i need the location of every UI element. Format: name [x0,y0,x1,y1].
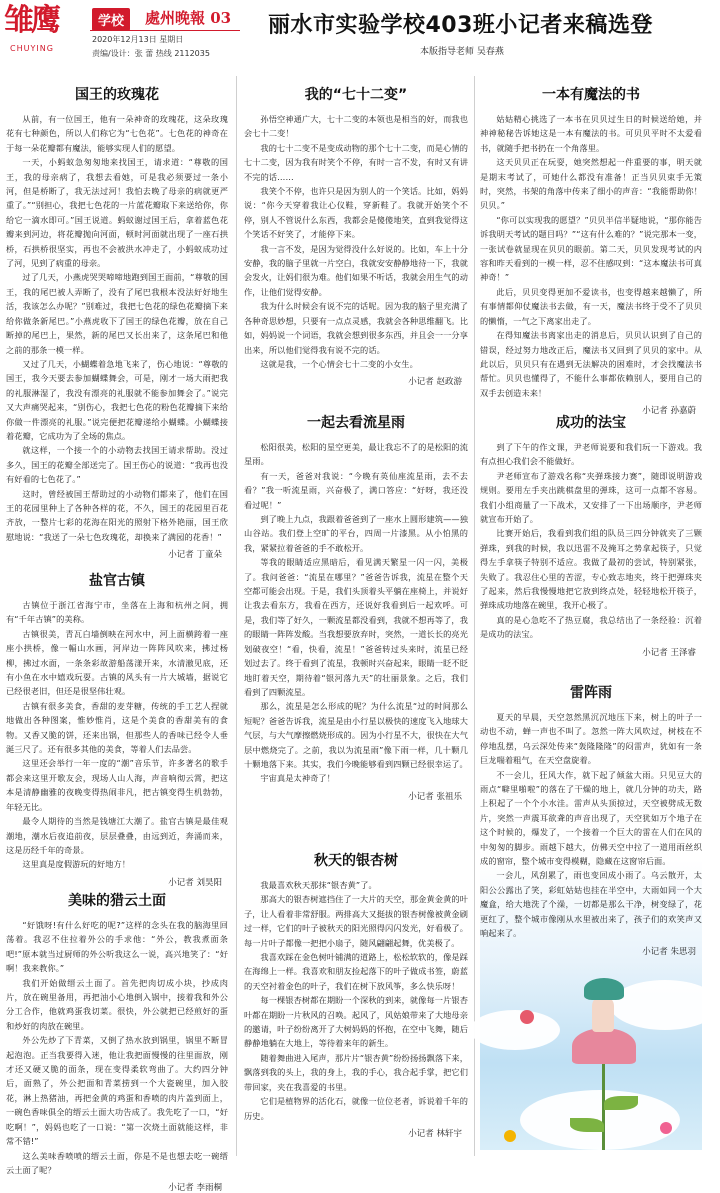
article-body [244,878,468,1123]
article [6,570,228,888]
article-paragraph: 到了下午的作文课，尹老师说要和我们玩一下游戏。我有点担心我们会不能做好。 [480,442,702,467]
article-paragraph: 孙悟空神通广大，七十二变的本领也是相当的好，而我也会七十二变！ [244,114,468,139]
balloon-icon [520,1010,534,1024]
advisor-credit: 本版指导老师 吴春燕 [420,47,504,57]
article-paragraph: 一会儿，风刮累了，雨也变回成小雨了。乌云散开，太阳公公露出了笑，彩虹姑姑也挂在半空中，大雨如同一个大魔盒，给大地洗了个澡，一切都是那么干净，树变绿了，花更红了，整个城市像刚从水里被出来了，孩子们的欢笑声又响起来了。 [480,870,702,939]
flower-icon [660,1122,672,1134]
article-paragraph: “你可以实现我的愿望？”贝贝半信半疑地说，“那你能告诉我明天考试的题目吗？”“这有什么难的？”说完那本一变，一张试卷就显现在贝贝的眼前。第二天，贝贝发现考试的内容和昨天看到的一模一样，忍不住感叹到：“这本魔法书可真神奇！” [480,214,702,283]
article-paragraph: 这么美味香喷喷的缙云土面，你是不是也想去吃一碗缙云土面了呢？ [6,1150,228,1175]
article-paragraph: 不一会儿，狂风大作，就下起了倾盆大雨。只见豆大的雨点“噼里啪啦”的落在了干燥的地上，就几分钟的功夫，路上积起了一个个小水洼。雷声从头顶掠过，天空被劈成无数片，突然一声震耳欲聋的声音出现了，天空犹如万个地子在这个时候的，爆发了，一个接着一个巨大的雷在人们在风的中匆匆的脚步。雨越下越大，仿佛天空中拉了一道用雨丝织成的窗帘，整个城市变得模糊，隐藏在这窗帘后面。 [480,769,702,867]
cloud-icon [470,1010,560,1050]
article-title: 雷阵雨 [570,685,612,701]
article [480,84,702,416]
article-title: 成功的法宝 [556,415,626,431]
article [480,412,702,658]
newspaper-logo [4,4,88,62]
article [244,84,468,387]
article-paragraph: 姑姑精心挑选了一本书在贝贝过生日的时候送给她，并神神秘秘告诉她这是一本有魔法的书。可贝贝平时不太爱看书，就随手把书扔在一个角落里。 [480,114,702,153]
article-author: 小记者 李雨桐 [168,1183,222,1193]
article-body [244,112,468,371]
leaf-icon [604,1096,638,1110]
article-paragraph: 我为什么时候会有说不完的话呢。因为我的脑子里充满了各种奇思妙想，只要有一点点灵感，我就会各种思维翻飞。比如，妈妈说一个词语，我就会想到很多东西，并且会一一分享出来，所以他们觉得我有说不完的话。 [244,301,468,355]
article-paragraph: 那高大的银杏树遮挡住了一大片的天空，那金黄金黄的叶子，让人看着非常舒服。两排高大又挺拔的银杏树像被黄金刷过一样，它们的叶子被秋天的阳光照得闪闪发光，好看极了。每一片叶子都像一把把小扇子，随风翩翩起舞，优美极了。 [244,894,468,948]
article-title: 一起去看流星雨 [307,415,405,431]
article-paragraph: 我喜欢踩在金色树叶铺满的道路上，松松软软的，像是踩在海绵上一样。我喜欢和朋友捡起落下的叶子做成书签，蔚蓝的天空衬着金色的叶子，我们在树下放风筝，多么快乐呀！ [244,952,468,991]
article-paragraph: 比赛开始后，我看到我们组的队员三四分钟就夹了三颗弹珠，到我的时候，我以迅雷不及掩耳之势拿起筷子，只觉得左手拿筷子特别不适应。我做了最初的尝试，特别紧张，失败了。我忍住心里的苦涩，专心致志地夹，终于把弹珠夹了起来，然后我慢慢地把它放到终点处，轻轻地松开筷子，弹珠成功地落在碗里，我开心极了。 [480,528,702,611]
article-paragraph: 这时，曾经被国王帮助过的小动物们都来了，他们在国王的花园里种上了各种各样的花，不久，国王的花园里百花齐放，一整片七彩的花海在阳光的照射下格外艳丽，国王欣慰地说：“我送了一朵七色玫瑰花，却换来了满园的花香！” [6,488,228,542]
article-author: 小记者 刘昊阳 [168,877,222,888]
article-paragraph: 真的是心急吃不了热豆腐，我总结出了一条经验：沉着是成功的法宝。 [480,614,702,640]
article-paragraph: 外公先炒了下青菜，又倒了热水放到锅里，锅里不断冒起泡泡。正当我要得入迷，他让我把面慢慢的往里面放，刚才还又硬又脆的面条，现在变得柔软弯曲了。大约四分钟后，面熟了，外公把面和青菜捞到一个大瓷碗里，加入胶花，淋上热猪油，再把金黄的鸡蛋和香喷的肉片盖到面上，一碗色香味俱全的缙云土面大功告成了。我先吃了一口，“好吃啊！”，妈妈也吃了一口说：“第一次烧土面就能这样，非常不错!” [6,1035,228,1147]
article-paragraph: 尹老师宣布了游戏名称“夹弹珠接力赛”，随即说明游戏规则。要用左手夹出跳棋盘里的弹珠，这可一点都不容易。我们小组商量了一下战术，又安排了一下出场顺序，尹老师就宣布开始了。 [480,470,702,525]
article-body [6,112,228,544]
article-paragraph: 有一天，爸爸对我说：“今晚有英仙座流星雨，去不去看？”我一听流星雨，兴奋极了，满口答应：“好呀，我还没看过呢！” [244,470,468,510]
article-paragraph: 我们开始做缙云土面了。首先把肉切成小块，抄成肉片，放在碗里备用，再把油小心地倒入锅中，接着我和外公分工合作，他就鸡蛋我切菜。很快，外公就把已经煎好的蛋和炒好的肉放在碗里。 [6,977,228,1031]
flower-icon [504,1130,516,1142]
article-paragraph: 我笑个不停，也许只是因为别人的一个笑话。比如，妈妈说：“你今天穿着我让心仪鞋，穿新鞋了。我就开始笑个不停，别人不管说什么东西，我都会是傻傻地笑，直到我觉得这个笑话不好笑了，才能停下来。 [244,186,468,240]
article-paragraph: 松阳很美，松阳的星空更美，最让我忘不了的是松阳的流星雨。 [244,442,468,467]
page-title: 丽水市实验学校403班小记者来稿选登 [268,13,653,38]
article-paragraph: 这里真是度假游玩的好地方！ [22,859,131,870]
column-divider [236,76,237,1156]
article-paragraph: 从前，有一位国王，他有一朵神奇的玫瑰花，这朵玫瑰花有七种颜色，所以人们称它为“七色花”。七色花的神奇在于每一朵花瓣都有魔法，能够实现人们的愿望。 [6,114,228,153]
article-paragraph: 这天贝贝正在玩耍，她突然想起一件重要的事，明天就是期末考试了，可她什么都没有准备！正当贝贝束手无策时，突然，书架的角落中传来了细小的声音：“我能帮助你！贝贝。” [480,157,702,211]
article-paragraph: 最令人期待的当然是钱塘江大潮了。盐官古镇是最佳观潮地，潮水后夜追前夜，层层叠叠，由远到近，奔涌而来，这是历经千年的奇景。 [6,816,228,855]
article-author: 小记者 林轩宇 [408,1128,462,1139]
article-title: 盐官古镇 [89,573,145,589]
article-paragraph: 每一棵银杏树都在期盼一个深秋的到来，就像每一片银杏叶都在期盼一片秋风的召唤。起风了，风姑娘带来了大地母亲的邀请，叶子纷纷离开了大树妈妈的怀抱，在空中飞舞，随后静静地躺在大地上，等待着来年的新生。 [244,995,468,1049]
logo-english: CHUYING [10,44,54,53]
article-paragraph: 那么，流星是怎么形成的呢？为什么流星“过的时间那么短呢？爸爸告诉我，流星是由小行星以极快的速度飞入地球大气层，与大气摩擦燃烧形成的。因为小行星不大，很快在大气层中燃烧完了。之前，我以为流星雨”像下雨一样，几十颗几十颗地落下来。其实，我们今晚能够看到四颗已经很幸运了。 [244,701,468,769]
article-author: 小记者 张祖乐 [408,791,462,802]
issue-date: 2020年12月13日 星期日 [92,35,184,44]
article-body [480,112,702,400]
article-title: 秋天的银杏树 [314,853,398,869]
article-title: 美味的猎云土面 [68,893,166,909]
article-paragraph: 古镇有很多美食，香甜的麦芽糖，传统的手工艺人捏就地做出各种图案，惟妙惟肖，这是个美食的香甜美有的食物。又香又脆的饼，还来出锅，但那些人的香味已经令人垂涎三尺了。还有很多其他的美食，等着人们去品尝。 [6,700,228,755]
article-paragraph: 古镇很美，青瓦白墙倒映在河水中，河上面横跨着一座座小拱桥，像一幅山水画，河岸边一阵阵风吹来，拂过杨柳，拂过水面，一条条彩故游船荡漾开来，水清澈见底，还有小鱼在水中嬉戏玩耍。古镇的风头有一片大城墙，据说它已经很老旧，但还是很坚伟壮观。 [6,628,228,697]
article-paragraph: 古镇位于浙江省海宁市，坐落在上海和杭州之间，拥有“千年古镇”的美称。 [6,600,228,625]
article-paragraph: “好饿呀!有什么好吃的呢?”这样的念头在我的脑海里回荡着。我忍不住拉着外公的手求他：“外公，教我煮面条吧!”原本就当过厨师的外公听我这么一说，高兴地笑了：“好啊！我来教你。” [6,920,228,974]
article-paragraph: 它们是植物界的活化石，就像一位位老者，诉说着千年的历史。 [244,1096,468,1121]
article-paragraph: 在得知魔法书离家出走的消息后，贝贝认识到了自己的错误，经过努力地改正后，魔法书又回到了贝贝的家中。从此以后，贝贝只有在遇到无法解决的困难时，才会找魔法书帮忙。贝贝也懂得了，不能什么事都依赖别人，要用自己的双手去创造未来！ [480,330,702,398]
article-body [480,710,702,941]
article-title: 我的“七十二变” [304,87,408,103]
article-paragraph: 夏天的早晨，天空忽然黑沉沉地压下来，树上的叶子一动也不动，蝉一声也不叫了。忽然一阵大风吹过，树枝在不停地乱摆，乌云深处传来“轰隆隆隆”的闷雷声，犹如有一条巨龙喘着粗气，在天空盘旋着。 [480,712,702,766]
article-paragraph: 到了晚上九点，我跟着爸爸到了一座水上圆形建筑——独山谷站。我们登上空旷的平台，四周一片漆黑。从小怕黑的我，紧紧拉着爸爸的手不敢松开。 [244,514,468,553]
article [244,850,468,1139]
article [480,682,702,957]
article-paragraph: 我的七十二变不是变成动物的那个七十二变，而是心情的七十二变，因为我有时笑个不停，有时一言不发，有时又有讲不完的话…… [244,142,468,182]
article-title: 国王的玫瑰花 [75,87,159,103]
article-paragraph: 我一言不发，是因为觉得没什么好说的。比如，车上十分安静，我的脑子里就一片空白，我就安安静静地待一下，我就会发火，让妈们很为难。他们如果不听话，我就会用生气的动作，让他们觉得安静。 [244,243,468,297]
leaf-icon [570,1118,604,1132]
paper-name: 處州晚報 03 [145,9,232,27]
article-title: 一本有魔法的书 [542,87,640,103]
article [6,890,228,1193]
article-author: 小记者 孙嘉蔚 [642,406,696,417]
masthead-divider [90,30,240,31]
masthead [0,0,708,66]
article-body [244,440,468,786]
article-author: 小记者 丁童朵 [168,550,222,561]
girl-hat [584,978,624,1000]
logo-text: 雏鹰 [4,3,58,38]
section-tag: 学校 [92,8,130,31]
article-author: 小记者 赵政游 [408,377,462,388]
article-body [6,598,228,872]
article-author: 小记者 朱思羽 [642,946,696,957]
article-paragraph: 随着舞曲进入尾声，那片片“银杏黄”纷纷扬扬飘落下来，飘落到我的头上，我的身上，我的手心，我合起手掌，把它们带回家，夹在我喜爱的书里。 [244,1052,468,1092]
column-divider [474,76,475,1156]
girl-figure [592,996,614,1032]
article-body [480,440,702,642]
editor-line: 责编/设计：张 蕾 热线 2112035 [92,49,210,58]
article-paragraph: 过了几天，小燕虎哭哭啼啼地跑到国王面前，“尊敬的国王，我的尾巴被人弄断了，没有了尾巴我根本没法好好地生活，我该怎么办呢？”别难过，我把七色花的绿色花瓣摘下来给你做条新尾巴。”小燕虎收下了国王的绿色花瓣，放在自己断掉的尾巴上，果然，新的尾巴又长出来了，这条尾巴和他之前的那条一模一样。 [6,272,228,355]
girl-skirt [572,1028,636,1064]
article-paragraph: 等我的眼睛适应黑暗后，看见满天繁星一闪一闪，美极了。我问爸爸：“流星在哪里？”爸爸告诉我，流星在整个天空都可能会出现。于是，我们头顶着头平躺在座椅上，并说好让我去看东方，我看在西方，还说好我看到后一起欢呼。可是，我们等了好久，一颗流星都没看到，我就不想再等了，我的眼睛一阵阵发酸。当我想要放弃时，突然，一道长长的亮光划破夜空！“看，快看，流星！”爸爸转过头来时，流星已经划过去了。终于看到了流星，我顿时兴奋起来，眼睛一眨不眨地盯着天空，期待着“银河落九天”的壮丽景象。之后，我们看到了四颗流星。 [244,557,468,697]
article-paragraph: 此后，贝贝变得更加不爱读书，也变得越来越懒了，所有事情都仰仗魔法书去做，有一天，魔法书终于受不了贝贝的懒惰，一气之下离家出走了。 [480,286,702,326]
article-paragraph: 我最喜欢秋天那抹“银杏黄”了。 [260,880,377,890]
article [6,84,228,560]
article-author: 小记者 王泽睿 [642,647,696,658]
article [244,412,468,802]
article-paragraph: 这就是我，一个心情会七十二变的小女生。 [260,358,418,369]
article-paragraph: 就这样，一个接一个的小动物去找国王请求帮助。没过多久，国王的花瓣全部送完了。国王伤心的说道：“我再也没有好看的七色花了。” [6,445,228,485]
cloud-icon [610,980,720,1030]
article-paragraph: 宇宙真是太神奇了！ [260,773,335,784]
article-body [6,918,228,1177]
article-paragraph: 一天，小蚂蚁急匆匆地来找国王，请求道：“尊敬的国王，我的母亲病了，我想去看她，可是我必须要过一条小河，但是桥断了，我无法过河！我怕去晚了母亲的病就更严重了。”“别担心，我把七色花的一片蓝花瓣取下来送给你，你给它一滴水即可。”国王说道。蚂蚁谢过国王后，拿着蓝色花瓣来到河边，将花瓣抛向河面，顿时河面就出现了一座石拱桥，石拱桥很坚实，再也不会被洪水冲走了，小蚂蚁成功过了河，见到了病重的母亲。 [6,157,228,269]
article-paragraph: 又过了几天，小蝴蝶着急地飞来了，伤心地说：“尊敬的国王，我今天要去参加蝴蝶舞会，可是，刚才一场大雨把我的礼服淋湿了，我没有漂亮的礼服就不能参加舞会了。”说完又大声痛哭起来，“别伤心，我把七色花的粉色花瓣摘下来给你做一件漂亮的礼服。”说完便把花瓣递给小蝴蝶。小蝴蝶接着花瓣，它成功为了全场的焦点。 [6,358,228,441]
article-paragraph: 这里还会举行一年一度的“潮”音乐节，许多著名的歌手都会来这里开歌友会，现场人山人海，声音响彻云霄，把这本是清静幽雅的夜晚变得热闹非凡，把古镇变得生机勃勃，年轻无比。 [6,758,228,812]
